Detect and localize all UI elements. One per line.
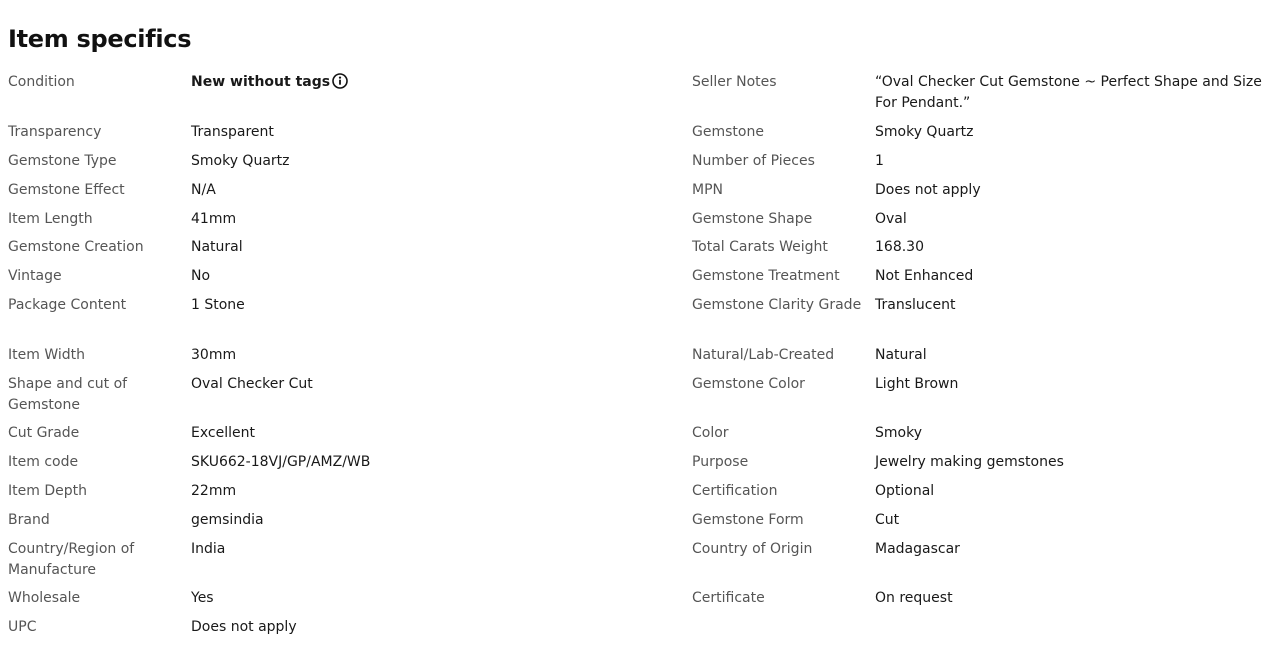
spec-value	[191, 180, 648, 201]
spec-value	[191, 237, 648, 258]
spec-value	[191, 510, 648, 531]
spec-row	[692, 539, 1276, 560]
spec-value-text: 1 Stone	[191, 297, 245, 313]
spec-value-text: Optional	[875, 483, 935, 499]
spec-value-text: Smoky	[875, 425, 922, 441]
spec-row	[8, 423, 648, 444]
spec-row	[8, 481, 648, 502]
spec-label: Country of Origin	[692, 541, 813, 557]
spec-label: Gemstone Creation	[8, 239, 144, 255]
spec-row	[692, 588, 1276, 609]
spec-row	[8, 452, 648, 473]
spec-value-text: SKU662-18VJ/GP/AMZ/WB	[191, 454, 371, 470]
spec-value-text: Yes	[191, 590, 214, 606]
spec-label: Purpose	[692, 454, 749, 470]
spec-row	[692, 345, 1276, 366]
spec-value-text: Cut	[875, 512, 900, 528]
spec-label: Wholesale	[8, 590, 81, 606]
spec-label: Color	[692, 425, 729, 441]
spec-value-text: 30mm	[191, 347, 237, 363]
spec-label: Gemstone Form	[692, 512, 804, 528]
item-specifics-section	[8, 0, 1268, 635]
spec-value-text: Smoky Quartz	[875, 124, 974, 140]
spec-label: Country/Region of Manufacture	[8, 541, 135, 578]
spec-row	[692, 237, 1276, 258]
spec-row	[8, 72, 648, 93]
spec-value-text: India	[191, 541, 226, 557]
spec-label: Item code	[8, 454, 79, 470]
spec-value	[191, 122, 648, 143]
spec-row	[692, 180, 1276, 201]
spec-row	[8, 151, 648, 172]
spec-value-text: Madagascar	[875, 541, 960, 557]
spec-value-text: Oval Checker Cut	[191, 376, 313, 392]
spec-row	[8, 180, 648, 201]
spec-value	[191, 539, 648, 560]
spec-value	[875, 237, 1276, 258]
spec-row	[692, 423, 1276, 444]
spec-value	[191, 374, 648, 395]
spec-row	[692, 209, 1276, 230]
spec-value-text: “Oval Checker Cut Gemstone ~ Perfect Shape and Size For Pendant.”	[875, 74, 1262, 111]
spec-value-text: On request	[875, 590, 953, 606]
spec-label: MPN	[692, 182, 723, 198]
spec-value-text: 22mm	[191, 483, 237, 499]
spec-label: Package Content	[8, 297, 127, 313]
spec-label: Item Width	[8, 347, 85, 363]
spec-label: Item Depth	[8, 483, 87, 499]
spec-value-text: Light Brown	[875, 376, 959, 392]
spec-label: Certification	[692, 483, 778, 499]
spec-value	[875, 180, 1276, 201]
spec-row	[692, 481, 1276, 502]
spec-label: Gemstone Treatment	[692, 268, 840, 284]
spec-value-text: N/A	[191, 182, 216, 198]
spec-value	[875, 374, 1276, 395]
spec-value-text: Natural	[875, 347, 927, 363]
spec-value	[191, 266, 648, 287]
spec-row	[8, 209, 648, 230]
spec-label: Number of Pieces	[692, 153, 815, 169]
spec-value	[875, 452, 1276, 473]
spec-label: Gemstone Type	[8, 153, 117, 169]
spec-value	[191, 588, 648, 609]
spec-value	[191, 295, 648, 316]
spec-row	[692, 452, 1276, 473]
spec-row	[8, 295, 648, 316]
spec-value-text: Translucent	[875, 297, 956, 313]
spec-value	[875, 423, 1276, 444]
spec-row	[8, 539, 648, 580]
spec-row	[692, 374, 1276, 395]
spec-value-text: Does not apply	[191, 619, 297, 635]
spec-label: Vintage	[8, 268, 62, 284]
spec-value	[191, 151, 648, 172]
spec-value	[875, 209, 1276, 230]
spec-label: Seller Notes	[692, 74, 777, 90]
spec-value-text: Does not apply	[875, 182, 981, 198]
spec-label: Shape and cut of Gemstone	[8, 376, 128, 413]
info-circle-icon[interactable]	[332, 73, 348, 89]
spec-value-text: Smoky Quartz	[191, 153, 290, 169]
spec-row	[8, 510, 648, 531]
spec-row	[692, 151, 1276, 172]
spec-label: Gemstone Shape	[692, 211, 813, 227]
spec-label: Total Carats Weight	[692, 239, 828, 255]
spec-value	[191, 423, 648, 444]
spec-label: Gemstone Effect	[8, 182, 125, 198]
spec-label: Item Length	[8, 211, 93, 227]
spec-value-text: Jewelry making gemstones	[875, 454, 1064, 470]
spec-label: Transparency	[8, 124, 102, 140]
spec-row	[692, 122, 1276, 143]
spec-value-text: Natural	[191, 239, 243, 255]
spec-row	[8, 345, 648, 366]
spec-value-text: Transparent	[191, 124, 274, 140]
spec-label: Natural/Lab-Created	[692, 347, 835, 363]
spec-row	[8, 266, 648, 287]
spec-row	[8, 617, 648, 638]
spec-label: Gemstone	[692, 124, 764, 140]
spec-value-text: Oval	[875, 211, 907, 227]
spec-value-text: Excellent	[191, 425, 255, 441]
spec-label: Condition	[8, 74, 75, 90]
spec-value	[875, 295, 1276, 316]
spec-value	[875, 151, 1276, 172]
spec-row	[692, 295, 1276, 316]
spec-row	[692, 266, 1276, 287]
spec-value	[875, 122, 1276, 143]
spec-label: UPC	[8, 619, 37, 635]
spec-value	[875, 72, 1276, 113]
spec-row	[692, 510, 1276, 531]
spec-label: Gemstone Clarity Grade	[692, 297, 862, 313]
spec-value	[191, 345, 648, 366]
spec-value	[191, 452, 648, 473]
spec-value-text: 168.30	[875, 239, 924, 255]
spec-row	[8, 122, 648, 143]
spec-value	[875, 539, 1276, 560]
spec-value	[875, 481, 1276, 502]
spec-value	[191, 209, 648, 230]
spec-value	[875, 510, 1276, 531]
spec-row	[8, 237, 648, 258]
spec-value	[875, 588, 1276, 609]
spec-value	[875, 345, 1276, 366]
spec-label: Brand	[8, 512, 50, 528]
spec-value	[191, 617, 648, 638]
spec-label: Gemstone Color	[692, 376, 805, 392]
section-title: Item specifics	[8, 25, 192, 53]
spec-value	[875, 266, 1276, 287]
spec-row	[692, 72, 1276, 113]
spec-row	[8, 588, 648, 609]
spec-label: Cut Grade	[8, 425, 80, 441]
spec-value-text: Not Enhanced	[875, 268, 974, 284]
spec-row	[8, 374, 648, 415]
spec-value-text: gemsindia	[191, 512, 264, 528]
spec-value-text: New without tags	[191, 74, 331, 90]
spec-value-text: 41mm	[191, 211, 237, 227]
spec-label: Certificate	[692, 590, 765, 606]
spec-value	[191, 72, 648, 93]
spec-value-text: 1	[875, 153, 884, 169]
spec-value-text: No	[191, 268, 211, 284]
spec-value	[191, 481, 648, 502]
